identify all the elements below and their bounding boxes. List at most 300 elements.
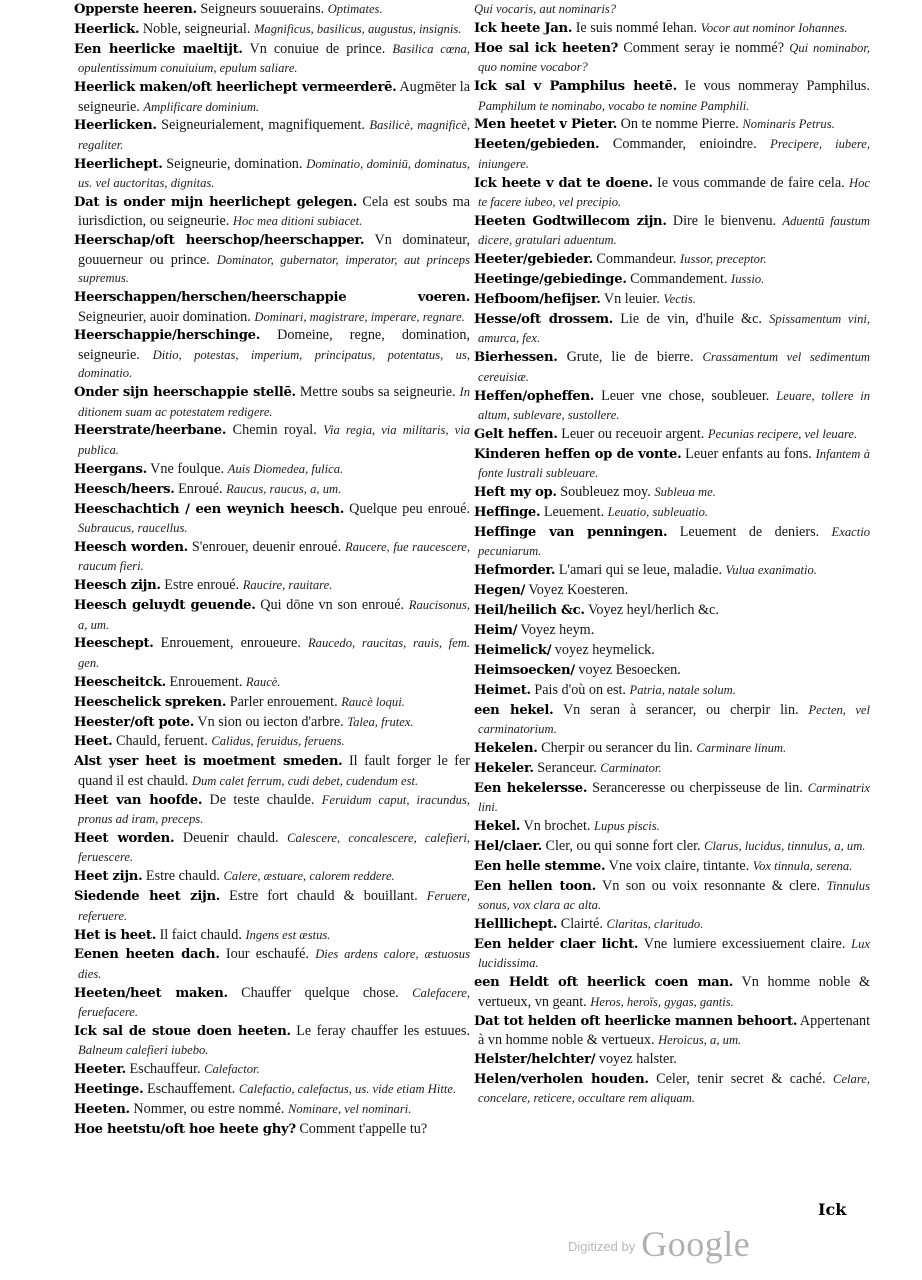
- headword: Heesch geluydt geuende.: [74, 598, 256, 614]
- latin-gloss: Auis Diomedea, fulica.: [227, 461, 344, 476]
- french-gloss: Lie de vin, d'huile &c.: [620, 311, 762, 327]
- french-gloss: Vn conuiue de prince.: [249, 40, 386, 57]
- dictionary-entry: [470, 973, 870, 1011]
- latin-gloss: Subraucus, raucellus.: [78, 520, 188, 535]
- dictionary-entry: [70, 926, 470, 945]
- latin-gloss: Carminare linum.: [696, 740, 787, 755]
- dictionary-entry: [470, 621, 870, 640]
- headword: Bierhessen.: [474, 350, 558, 366]
- headword: Helster/helchter/: [474, 1051, 596, 1067]
- dictionary-entry: [470, 387, 870, 425]
- latin-gloss: Aduentū faustum dicere, gratulari aduentum.: [478, 213, 871, 248]
- dictionary-entry: [70, 596, 470, 634]
- french-gloss: Parler enrouement.: [229, 693, 338, 710]
- french-gloss: Le feray chauffer les estuues.: [296, 1023, 470, 1040]
- latin-gloss: Basilica cœna, opulentissimum conuiuium, epulum saliare.: [78, 41, 470, 76]
- latin-gloss: Carminator.: [600, 760, 662, 775]
- latin-gloss: Celare, concelare, reticere, occultare rem aliquam.: [478, 1071, 871, 1106]
- dictionary-entry: [70, 576, 470, 595]
- headword: Hel/claer.: [474, 838, 542, 854]
- french-gloss: Ie vous commande de faire cela.: [657, 174, 845, 191]
- latin-gloss: Clarus, lucidus, tinnulus, a, um.: [704, 838, 866, 853]
- latin-gloss: Calidus, feruidus, feruens.: [211, 734, 345, 749]
- dictionary-entry: [470, 523, 870, 561]
- dictionary-entry: [70, 713, 470, 732]
- latin-gloss: Claritas, claritudo.: [606, 917, 704, 932]
- dictionary-entry: [470, 1012, 870, 1050]
- headword: Hesse/oft drossem.: [474, 312, 614, 327]
- french-gloss: L'amari qui se leue, maladie.: [558, 562, 722, 579]
- dictionary-entry: [70, 20, 470, 39]
- french-gloss: Vn sion ou iecton d'arbre.: [197, 713, 344, 730]
- latin-gloss: Leuatio, subleuatio.: [607, 505, 709, 520]
- latin-gloss: Nominare, vel nominari.: [288, 1102, 412, 1117]
- headword: Een hekelersse.: [474, 780, 588, 796]
- latin-gloss: Pecunias recipere, vel leuare.: [707, 426, 858, 441]
- french-gloss: Voyez heyl/herlich &c.: [587, 602, 719, 619]
- headword: Een helder claer licht.: [474, 937, 639, 952]
- latin-gloss: Infantem à fonte lustrali subleuare.: [478, 446, 871, 481]
- latin-gloss: Hoc mea ditioni subiacet.: [232, 214, 363, 229]
- french-gloss: Augmēter la seigneurie.: [78, 79, 471, 115]
- french-gloss: Vn dominateur, gouuerneur ou prince.: [78, 232, 470, 268]
- dictionary-entry: [470, 39, 870, 77]
- left-column: [70, 0, 470, 1140]
- latin-gloss: Amplificare dominium.: [143, 99, 260, 114]
- dictionary-entry: [70, 945, 470, 983]
- dictionary-entry: [470, 310, 870, 348]
- headword: Heesch worden.: [74, 539, 188, 555]
- headword: een Heldt oft heerlick coen man.: [474, 975, 734, 991]
- french-gloss: Seranceur.: [537, 759, 597, 776]
- latin-gloss: Carminatrix lini.: [478, 780, 871, 815]
- latin-gloss: Pamphilum te nominabo, vocabo te nomine Pamphili.: [478, 98, 750, 113]
- dictionary-entry: [470, 115, 870, 134]
- latin-gloss: Feruere, referuere.: [78, 889, 470, 923]
- french-gloss: Dire le bienvenu.: [672, 212, 777, 229]
- latin-gloss: Raucè.: [245, 674, 281, 689]
- dictionary-entry: [70, 1100, 470, 1119]
- latin-gloss: Lupus piscis.: [594, 819, 660, 834]
- french-gloss: Vn seran à serancer, ou cherpir lin.: [562, 701, 799, 718]
- latin-gloss: Dum calet ferrum, cudi debet, cudendum est.: [191, 773, 419, 788]
- dictionary-entry: [470, 837, 870, 856]
- headword: Heetinge/gebiedinge.: [474, 272, 627, 288]
- headword: Helen/verholen houden.: [474, 1071, 649, 1087]
- dictionary-entry: [470, 250, 870, 269]
- headword: Heil/heilich &c.: [474, 603, 585, 619]
- headword: Heim/: [474, 623, 518, 638]
- french-gloss: S'enrouer, deuenir enroué.: [191, 538, 342, 555]
- dictionary-entry: [70, 1022, 470, 1060]
- french-gloss: Chauffer quelque chose.: [241, 984, 399, 1001]
- headword: Men heetet v Pieter.: [474, 117, 618, 133]
- latin-gloss: Spissamentum vini, amurca, fex.: [478, 312, 871, 346]
- latin-gloss: In ditionem suam ac potestatem redigere.: [78, 385, 471, 419]
- french-gloss: Ie suis nommé Iehan.: [575, 19, 698, 36]
- headword: Heimelick/: [474, 642, 552, 658]
- french-gloss: Eschauffement.: [146, 1081, 236, 1098]
- french-gloss: Celer, tenir secret & caché.: [656, 1070, 826, 1087]
- dictionary-entry: [70, 984, 470, 1022]
- dictionary-entry: [70, 231, 470, 287]
- french-gloss: Il faict chauld.: [159, 926, 242, 943]
- latin-gloss: Dies ardens calore, æstuosus dies.: [78, 947, 470, 981]
- headword: Dat tot helden oft heerlicke mannen behoort.: [474, 1013, 798, 1029]
- dictionary-entry: [470, 0, 870, 18]
- latin-gloss: Via regia, via militaris, via publica.: [78, 423, 470, 457]
- latin-gloss: Lux lucidissima.: [478, 937, 870, 971]
- latin-gloss: Qui vocaris, aut nominaris?: [474, 2, 617, 16]
- latin-gloss: Raucisonus, a, um.: [78, 598, 471, 632]
- headword: Heet van hoofde.: [74, 792, 203, 808]
- dictionary-entry: [70, 1060, 470, 1079]
- headword: Hekelen.: [474, 740, 538, 756]
- dictionary-entry: [70, 480, 470, 499]
- catchword: Ick: [818, 1200, 847, 1219]
- latin-gloss: Feruidum caput, iracundus, pronus ad iram, preceps.: [78, 792, 471, 827]
- french-gloss: Enroué.: [178, 480, 223, 497]
- french-gloss: Deuenir chauld.: [182, 829, 279, 846]
- headword: Ick heete Jan.: [474, 20, 573, 36]
- headword: Heerstrate/heerbane.: [74, 423, 227, 439]
- headword: Heft my op.: [474, 485, 557, 501]
- latin-gloss: Talea, frutex.: [347, 714, 414, 729]
- dictionary-entry: [70, 829, 470, 867]
- french-gloss: Seigneurialement, magnifiquement.: [161, 117, 365, 134]
- headword: Een hellen toon.: [474, 878, 596, 894]
- headword: Ick sal v Pamphilus heetē.: [474, 79, 677, 95]
- latin-gloss: Vox tinnula, serena.: [752, 858, 853, 873]
- dictionary-entry: [70, 887, 470, 925]
- dictionary-entry: [70, 732, 470, 751]
- french-gloss: Leuement de deniers.: [679, 523, 820, 540]
- dictionary-entry: [470, 661, 870, 680]
- dictionary-entry: [470, 759, 870, 778]
- latin-gloss: Pecten, vel carminatorium.: [478, 702, 871, 737]
- french-gloss: Estre fort chauld & bouillant.: [229, 888, 418, 905]
- headword: Heimsoecken/: [474, 662, 575, 678]
- headword: Heet.: [74, 734, 113, 750]
- dictionary-entry: [70, 500, 470, 538]
- headword: Ick sal de stoue doen heeten.: [74, 1024, 291, 1040]
- headword: Gelt heffen.: [474, 426, 558, 442]
- french-gloss: De teste chaulde.: [209, 791, 315, 808]
- headword: Een heerlicke maeltijt.: [74, 41, 243, 57]
- latin-gloss: Heroicus, a, um.: [658, 1033, 742, 1048]
- dictionary-entry: [470, 681, 870, 700]
- dictionary-entry: [470, 483, 870, 502]
- french-gloss: Comment seray ie nommé?: [623, 39, 785, 56]
- dictionary-entry: [70, 421, 470, 459]
- headword: Onder sijn heerschappie stellē.: [74, 385, 296, 401]
- latin-gloss: Calefacere, feruefacere.: [78, 985, 471, 1020]
- dictionary-entry: [70, 383, 470, 421]
- dictionary-entry: [470, 135, 870, 173]
- dictionary-entry: [70, 288, 470, 326]
- watermark-prefix: Digitized by: [568, 1239, 636, 1254]
- dictionary-entry: [470, 445, 870, 483]
- dictionary-entry: [470, 641, 870, 660]
- french-gloss: Iour eschaufé.: [225, 946, 309, 963]
- french-gloss: Chemin royal.: [232, 422, 317, 439]
- headword: Heerlichept.: [74, 156, 163, 172]
- dictionary-entry: [470, 779, 870, 817]
- headword: Hefboom/hefijser.: [474, 292, 601, 308]
- headword: Heimet.: [474, 682, 531, 698]
- dictionary-entry: [70, 460, 470, 479]
- headword: Hefmorder.: [474, 563, 556, 579]
- french-gloss: Pais d'où on est.: [534, 681, 626, 698]
- headword: een hekel.: [474, 702, 554, 718]
- headword: Ick heete v dat te doene.: [474, 175, 653, 191]
- dictionary-entry: [70, 193, 470, 231]
- dictionary-entry: [70, 155, 470, 193]
- headword: Heerschap/oft heerschop/heerschapper.: [74, 233, 365, 249]
- headword: Heffen/opheffen.: [474, 388, 595, 404]
- latin-gloss: Raucere, fue raucescere, raucum fieri.: [78, 539, 471, 574]
- latin-gloss: Exactio pecuniarum.: [478, 524, 870, 559]
- headword: Hekel.: [474, 819, 521, 835]
- french-gloss: Seigneurie, domination.: [166, 155, 303, 172]
- dictionary-entry: [470, 935, 870, 973]
- headword: Heeten.: [74, 1102, 130, 1118]
- french-gloss: Comment t'appelle tu?: [299, 1121, 428, 1138]
- french-gloss: Noble, seigneurial.: [142, 20, 251, 37]
- headword: Heerlicken.: [74, 118, 157, 134]
- french-gloss: Voyez heym.: [520, 622, 595, 638]
- french-gloss: Domeine, regne, domination, seigneurie.: [78, 327, 471, 363]
- headword: Hekeler.: [474, 760, 534, 776]
- french-gloss: Commander, enioindre.: [612, 136, 757, 153]
- dictionary-entry: [70, 1120, 470, 1139]
- dictionary-entry: [70, 116, 470, 154]
- dictionary-entry: [470, 212, 870, 250]
- headword: Heeter/gebieder.: [474, 252, 593, 268]
- latin-gloss: Dominari, magistrare, imperare, regnare.: [254, 309, 465, 324]
- french-gloss: Seigneurs souuerains.: [200, 1, 325, 17]
- french-gloss: Seranceresse ou cherpisseuse de lin.: [592, 779, 803, 796]
- french-gloss: Commandeur.: [596, 251, 677, 268]
- headword: Heet worden.: [74, 830, 175, 846]
- latin-gloss: Dominatio, dominiū, dominatus, us. vel auctoritas, dignitas.: [78, 156, 471, 191]
- right-column: [470, 0, 870, 1108]
- dictionary-entry: [470, 19, 870, 38]
- french-gloss: Quelque peu enroué.: [349, 500, 470, 517]
- french-gloss: Qui dōne vn son enroué.: [260, 597, 405, 614]
- dictionary-entry: [470, 561, 870, 580]
- french-gloss: Eschauffeur.: [129, 1061, 201, 1078]
- french-gloss: Enrouement, enroueure.: [160, 635, 301, 652]
- headword: Heeten/gebieden.: [474, 137, 600, 153]
- google-watermark: [568, 1222, 750, 1262]
- french-gloss: Chauld, feruent.: [115, 733, 208, 750]
- french-gloss: Leuer ou receuoir argent.: [561, 425, 705, 442]
- latin-gloss: Hoc te facere iubeo, vel precipio.: [478, 175, 871, 210]
- french-gloss: Vne voix claire, tintante.: [608, 857, 750, 874]
- french-gloss: voyez halster.: [598, 1050, 677, 1067]
- latin-gloss: Qui nominabor, quo nomine vocabor?: [478, 40, 870, 75]
- dictionary-entry: [70, 78, 470, 116]
- headword: Het is heet.: [74, 927, 157, 943]
- french-gloss: Leuer enfants au fons.: [685, 445, 812, 462]
- dictionary-entry: [70, 634, 470, 672]
- french-gloss: Cherpir ou serancer du lin.: [541, 739, 693, 756]
- headword: Heescheitck.: [74, 674, 166, 690]
- latin-gloss: Iussor, preceptor.: [679, 252, 767, 267]
- french-gloss: Soubleuez moy.: [560, 484, 651, 501]
- headword: Een helle stemme.: [474, 858, 606, 874]
- dictionary-entry: [470, 77, 870, 115]
- dictionary-entry: [470, 425, 870, 444]
- latin-gloss: Heros, heroïs, gygas, gantis.: [590, 994, 734, 1009]
- dictionary-entry: [70, 752, 470, 790]
- headword: Heffinge van penningen.: [474, 524, 668, 540]
- dictionary-entry: [470, 739, 870, 758]
- latin-gloss: Calefactor.: [204, 1062, 260, 1077]
- headword: Heeschachtich / een weynich heesch.: [74, 501, 345, 517]
- dictionary-entry: [470, 1070, 870, 1108]
- dictionary-entry: [470, 581, 870, 600]
- latin-gloss: Raucus, raucus, a, um.: [226, 481, 342, 496]
- dictionary-entry: [470, 503, 870, 522]
- dictionary-entry: [470, 915, 870, 934]
- headword: Heergans.: [74, 461, 147, 477]
- french-gloss: Vn homme noble & vertueux, vn geant.: [478, 974, 870, 1010]
- headword: Hoe heetstu/oft hoe heete ghy?: [74, 1122, 296, 1138]
- headword: Heesch/heers.: [74, 481, 175, 497]
- dictionary-entry: [470, 601, 870, 620]
- french-gloss: Vne foulque.: [150, 460, 225, 477]
- headword: Hoe sal ick heeten?: [474, 40, 619, 56]
- latin-gloss: Raucè loqui.: [341, 694, 405, 709]
- headword: Heetinge.: [74, 1082, 144, 1098]
- dictionary-entry: [70, 40, 470, 78]
- headword: Heerlick maken/oft heerlichept vermeerderē.: [74, 80, 397, 96]
- headword: Heerlick.: [74, 21, 140, 37]
- latin-gloss: Magnificus, basilicus, augustus, insignis.: [253, 21, 462, 36]
- french-gloss: Grute, lie de bierre.: [566, 349, 694, 366]
- latin-gloss: Ingens est æstus.: [245, 927, 331, 942]
- latin-gloss: Vectis.: [663, 292, 696, 307]
- french-gloss: Nommer, ou estre nommé.: [133, 1101, 285, 1118]
- french-gloss: voyez heymelick.: [554, 641, 655, 658]
- headword: Hegen/: [474, 583, 526, 599]
- headword: Siedende heet zijn.: [74, 889, 221, 905]
- dictionary-entry: [70, 538, 470, 576]
- dictionary-entry: [470, 817, 870, 836]
- dictionary-entry: [70, 791, 470, 829]
- latin-gloss: Patria, natale solum.: [629, 682, 736, 697]
- latin-gloss: Raucire, rauitare.: [242, 578, 333, 593]
- headword: Heester/oft pote.: [74, 714, 195, 730]
- french-gloss: Enrouement.: [169, 673, 243, 690]
- dictionary-entry: [470, 290, 870, 309]
- headword: Heeter.: [74, 1062, 126, 1078]
- french-gloss: Ie vous nommeray Pamphilus.: [684, 78, 871, 95]
- dictionary-entry: [70, 1080, 470, 1099]
- latin-gloss: Calescere, concalescere, calefieri, feruescere.: [78, 830, 471, 865]
- french-gloss: Vne lumiere excessiuement claire.: [643, 936, 846, 952]
- headword: Heerschappen/herschen/heerschappie voeren.: [74, 290, 470, 306]
- french-gloss: Seigneurier, auoir domination.: [78, 308, 251, 325]
- headword: Alst yser heet is moetment smeden.: [74, 754, 343, 770]
- dictionary-entry: [70, 867, 470, 886]
- headword: Opperste heeren.: [74, 2, 197, 17]
- latin-gloss: Basilicè, magnificè, regaliter.: [78, 118, 471, 152]
- headword: Helllichept.: [474, 917, 558, 933]
- dictionary-entry: [470, 1050, 870, 1069]
- dictionary-entry: [470, 270, 870, 289]
- headword: Heeten/heet maken.: [74, 985, 228, 1001]
- headword: Eenen heeten dach.: [74, 947, 220, 963]
- dictionary-entry: [470, 701, 870, 739]
- latin-gloss: Optimates.: [327, 2, 383, 16]
- latin-gloss: Nominaris Petrus.: [742, 117, 835, 132]
- latin-gloss: Vocor aut nominor Iohannes.: [700, 20, 848, 35]
- french-gloss: Mettre soubs sa seigneurie.: [299, 384, 456, 401]
- latin-gloss: Crassamentum vel sedimentum cereuisiæ.: [478, 350, 871, 384]
- french-gloss: On te nomme Pierre.: [620, 116, 739, 133]
- french-gloss: Vn son ou voix resonnante & clere.: [602, 877, 821, 894]
- french-gloss: Estre chauld.: [145, 868, 220, 885]
- latin-gloss: Iussio.: [731, 272, 765, 287]
- latin-gloss: Raucedo, raucitas, rauis, fem. gen.: [78, 636, 471, 670]
- french-gloss: Voyez Koesteren.: [528, 582, 629, 599]
- french-gloss: Cela est soubs ma iurisdiction, ou seigneurie.: [78, 194, 470, 230]
- french-gloss: Commandement.: [630, 271, 728, 288]
- dictionary-entry: [470, 348, 870, 386]
- latin-gloss: Balneum calefieri iubebo.: [78, 1043, 209, 1058]
- dictionary-entry: [70, 0, 470, 19]
- french-gloss: Appertenant à vn homme noble & vertueux.: [478, 1012, 871, 1049]
- dictionary-entry: [470, 174, 870, 212]
- french-gloss: Vn leuier.: [603, 291, 660, 308]
- french-gloss: Leuement.: [543, 504, 605, 521]
- latin-gloss: Subleua me.: [654, 485, 716, 500]
- french-gloss: Leuer vne chose, soubleuer.: [601, 387, 770, 404]
- french-gloss: Vn brochet.: [523, 818, 591, 835]
- headword: Heet zijn.: [74, 869, 143, 885]
- french-gloss: Cler, ou qui sonne fort cler.: [545, 837, 701, 854]
- french-gloss: voyez Besoecken.: [578, 661, 681, 678]
- headword: Kinderen heffen op de vonte.: [474, 446, 682, 462]
- dictionary-entry: [70, 693, 470, 712]
- headword: Heffinge.: [474, 505, 541, 521]
- latin-gloss: Leuare, tollere in altum, sublevare, sustollere.: [478, 388, 870, 423]
- headword: Heeten Godtwillecom zijn.: [474, 213, 667, 229]
- headword: Heerschappie/herschinge.: [74, 328, 261, 344]
- latin-gloss: Precipere, iubere, iniungere.: [478, 137, 870, 171]
- dictionary-entry: [70, 326, 470, 382]
- dictionary-entry: [470, 857, 870, 876]
- dictionary-entry: [470, 877, 870, 915]
- latin-gloss: Calefactio, calefactus, us. vide etiam Hitte.: [238, 1082, 457, 1097]
- dictionary-entry: [70, 673, 470, 692]
- latin-gloss: Ditio, potestas, imperium, principatus, potentatus, us, dominatio.: [78, 347, 470, 381]
- latin-gloss: Tinnulus sonus, vox clara ac alta.: [478, 878, 870, 913]
- latin-gloss: Vulua exanimatio.: [725, 563, 817, 578]
- latin-gloss: Dominator, gubernator, imperator, aut princeps supremus.: [78, 252, 470, 286]
- headword: Heeschept.: [74, 636, 154, 652]
- french-gloss: Il fault forger le fer quand il est chauld.: [78, 753, 470, 789]
- french-gloss: Estre enroué.: [164, 577, 240, 594]
- french-gloss: Clairté.: [560, 916, 603, 933]
- headword: Dat is onder mijn heerlichept gelegen.: [74, 195, 358, 211]
- google-logo: Google: [641, 1224, 751, 1264]
- latin-gloss: Calere, æstuare, calorem reddere.: [223, 869, 395, 884]
- headword: Heesch zijn.: [74, 578, 161, 594]
